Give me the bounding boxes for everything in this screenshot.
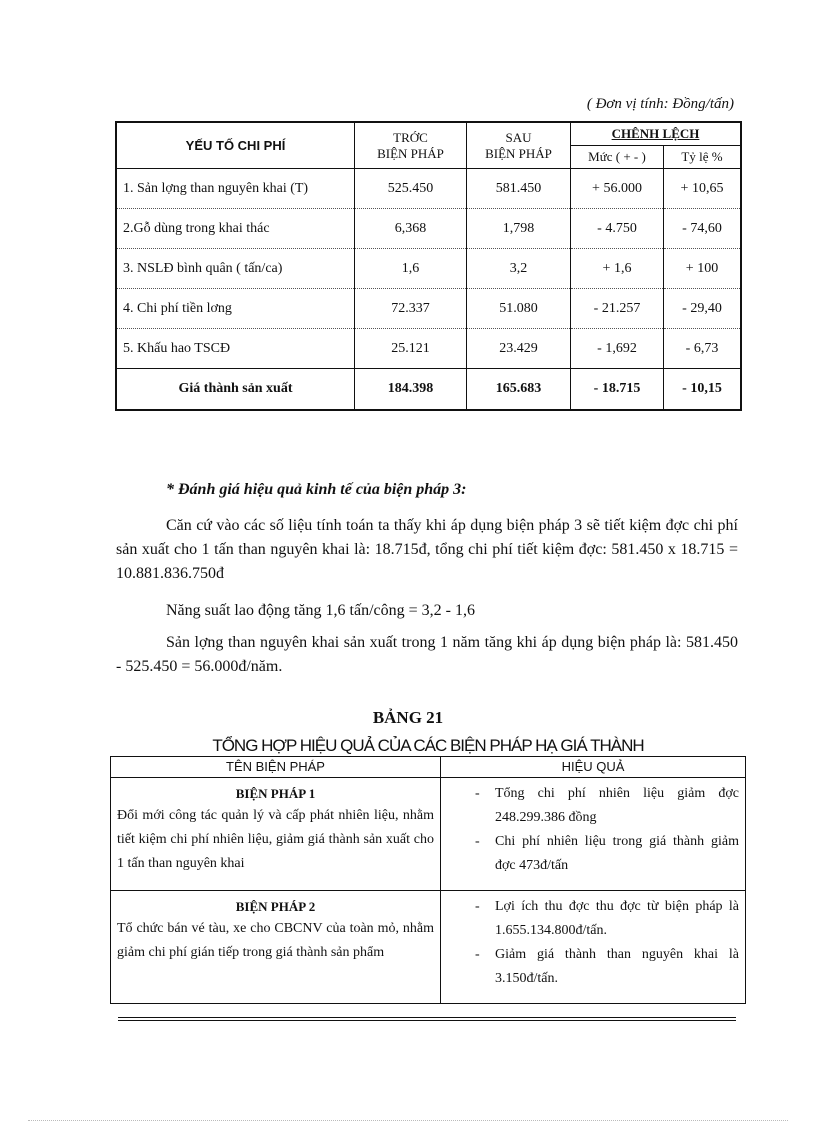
paragraph: Năng suất lao động tăng 1,6 tấn/công = 3,2 - 1,6 (166, 602, 475, 619)
header-factor: YẾU TỐ CHI PHÍ (116, 122, 355, 169)
header-before-line1: TRỚC (393, 129, 428, 145)
total-level: - 18.715 (571, 369, 664, 411)
row-ratio: + 100 (664, 249, 742, 289)
cost-comparison-table (115, 121, 742, 411)
row-after: 1,798 (467, 209, 571, 249)
table-row (116, 249, 741, 289)
header-before (355, 122, 467, 169)
row-level: - 21.257 (571, 289, 664, 329)
dash-bullet: - (475, 834, 480, 849)
list-item (447, 895, 739, 943)
dash-bullet: - (475, 899, 480, 914)
header-before-line2: BIỆN PHÁP (377, 145, 444, 161)
dash-bullet: - (475, 786, 480, 801)
measure-description: Đổi mới công tác quản lý và cấp phát nhiên liệu, nhằm tiết kiệm chi phí nhiên liệu, giảm giá thành sản xuất cho 1 tấn than nguyên khai (117, 808, 434, 871)
header-after-line2: BIỆN PHÁP (485, 145, 552, 161)
list-item (447, 943, 739, 991)
total-row (116, 369, 741, 411)
measure-cell (111, 891, 441, 1004)
row-label: 5. Khấu hao TSCĐ (116, 329, 355, 369)
row-ratio: + 10,65 (664, 169, 742, 209)
row-level: - 4.750 (571, 209, 664, 249)
effect-list (447, 895, 739, 991)
measures-summary-table (110, 756, 746, 1004)
paragraph: Căn cứ vào các số liệu tính toán ta thấy khi áp dụng biện pháp 3 sẽ tiết kiệm đợc chi phí sản xuất cho 1 tấn than nguyên khai là: 18.715đ, tổng chi phí tiết kiệm đợc: 581.450 x 18.715 = 10.881.836.750đ (116, 517, 738, 582)
unit-note: ( Đơn vị tính: Đồng/tấn) (586, 96, 734, 112)
effect-cell (441, 891, 746, 1004)
header-after-line1: SAU (505, 129, 532, 145)
row-before: 1,6 (355, 249, 467, 289)
measure-title: BIỆN PHÁP 1 (235, 786, 316, 801)
effect-text: Chi phí nhiên liệu trong giá thành giảm đợc 473đ/tấn (495, 834, 739, 873)
row-before: 525.450 (355, 169, 467, 209)
row-label: 3. NSLĐ bình quân ( tấn/ca) (116, 249, 355, 289)
row-ratio: - 74,60 (664, 209, 742, 249)
row-after: 3,2 (467, 249, 571, 289)
row-before: 6,368 (355, 209, 467, 249)
row-before: 25.121 (355, 329, 467, 369)
effect-text: Giảm giá thành than nguyên khai là 3.150đ/tấn. (495, 947, 739, 986)
measure-title: BIỆN PHÁP 2 (235, 899, 316, 914)
header-measure-name: TÊN BIỆN PHÁP (111, 757, 441, 778)
paragraph: Sản lợng than nguyên khai sản xuất trong 1 năm tăng khi áp dụng biện pháp là: 581.450 - 525.450 = 56.000đ/năm. (116, 634, 738, 675)
row-level: + 1,6 (571, 249, 664, 289)
table-row (111, 778, 746, 891)
row-label: 4. Chi phí tiền lơng (116, 289, 355, 329)
header-difference: CHÊNH LỆCH (571, 122, 742, 146)
effect-text: Tổng chi phí nhiên liệu giảm đợc 248.299.386 đồng (495, 786, 739, 825)
table-row (116, 169, 741, 209)
list-item (447, 830, 739, 878)
table-row (116, 329, 741, 369)
effect-text: Lợi ích thu đợc thu đợc từ biện pháp là 1.655.134.800đ/tấn. (495, 899, 739, 938)
table-row (116, 209, 741, 249)
row-after: 581.450 (467, 169, 571, 209)
list-item (447, 782, 739, 830)
table-subtitle: TỔNG HỢP HIỆU QUẢ CỦA CÁC BIỆN PHÁP HẠ GIÁ THÀNH (212, 736, 644, 755)
header-ratio: Tỷ lệ % (664, 146, 742, 169)
header-after (467, 122, 571, 169)
page-footer-dotted-line (28, 1120, 788, 1121)
table-row (111, 891, 746, 1004)
row-after: 23.429 (467, 329, 571, 369)
dash-bullet: - (475, 947, 480, 962)
row-level: + 56.000 (571, 169, 664, 209)
effect-cell (441, 778, 746, 891)
header-level: Mức ( + - ) (571, 146, 664, 169)
effect-list (447, 782, 739, 878)
header-effect: HIỆU QUẢ (441, 757, 746, 778)
row-ratio: - 6,73 (664, 329, 742, 369)
row-label: 2.Gỗ dùng trong khai thác (116, 209, 355, 249)
total-after: 165.683 (467, 369, 571, 411)
total-before: 184.398 (355, 369, 467, 411)
total-label: Giá thành sản xuất (116, 369, 355, 411)
double-rule-divider (118, 1017, 736, 1021)
row-level: - 1,692 (571, 329, 664, 369)
section-heading: * Đánh giá hiệu quả kinh tế của biện pháp 3: (166, 481, 467, 498)
row-before: 72.337 (355, 289, 467, 329)
measure-description: Tổ chức bán vé tàu, xe cho CBCNV của toàn mỏ, nhằm giảm chi phí gián tiếp trong giá thành sản phẩm (117, 921, 434, 960)
measure-cell (111, 778, 441, 891)
table-title: BẢNG 21 (372, 708, 444, 727)
table-row (116, 289, 741, 329)
row-label: 1. Sản lợng than nguyên khai (T) (116, 169, 355, 209)
row-after: 51.080 (467, 289, 571, 329)
row-ratio: - 29,40 (664, 289, 742, 329)
total-ratio: - 10,15 (664, 369, 742, 411)
